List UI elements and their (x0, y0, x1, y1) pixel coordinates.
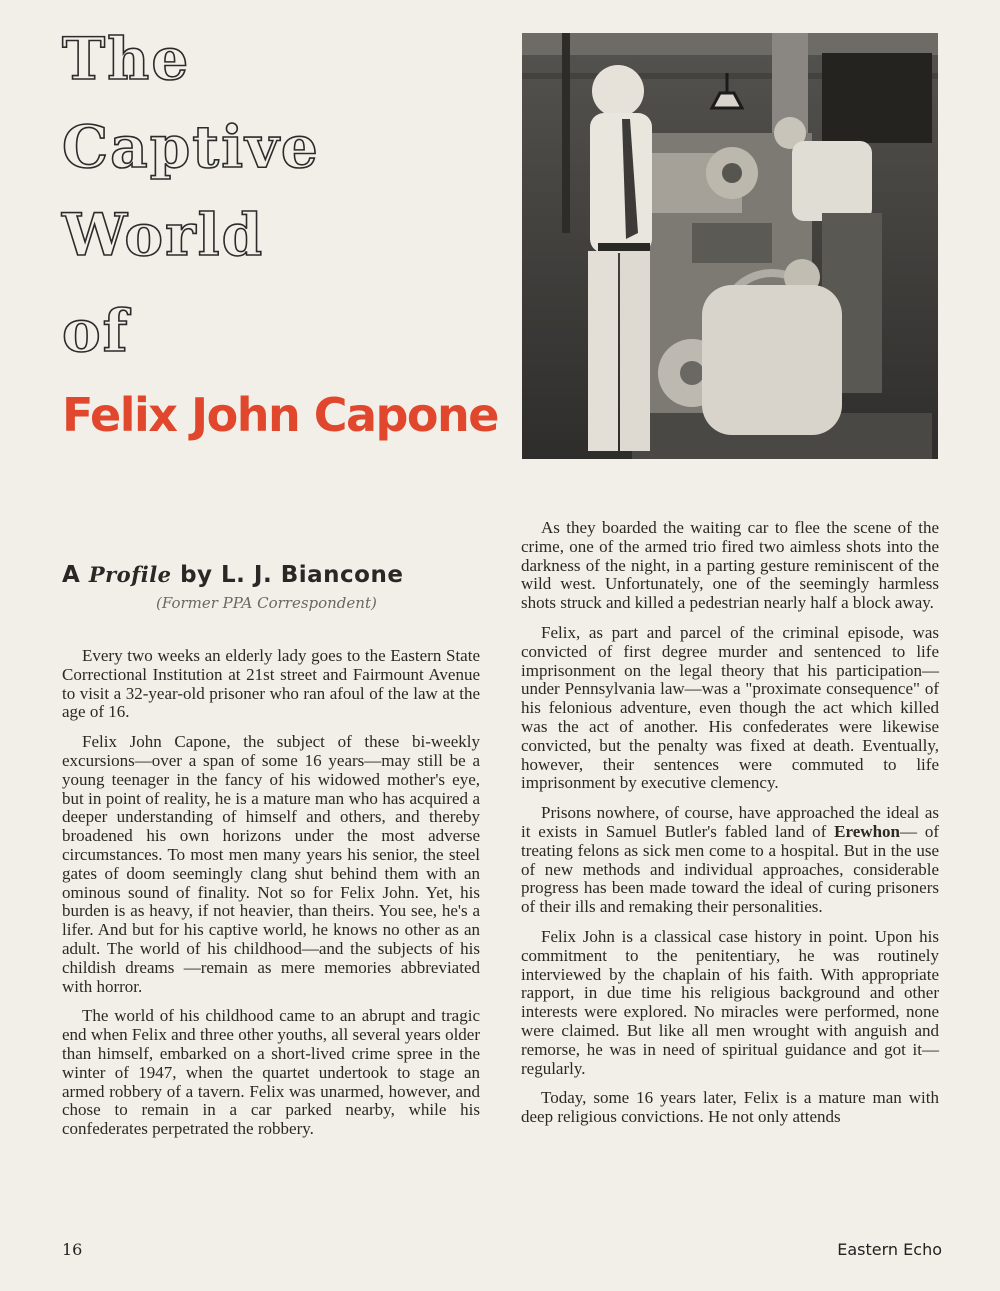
paragraph: Today, some 16 years later, Felix is a mature man with deep religious convictions. He not only attends (521, 1088, 939, 1127)
paragraph: Felix John Capone, the subject of these bi-weekly excursions—over a span of some 16 years—may still be a young teenager in the fancy of his widowed mother's eye, but in point of reality, he is a mature man who has acquired a deeper understanding of himself and others, and thereby broadened his own horizons under the most adverse circumstances. To most men many years his senior, the steel gates of doom seemingly clang shut behind them with an ominous sound of finality. Not so for Felix John. Yet, his burden is as heavy, if not heavier, than theirs. You see, he's a lifer. And but for his captive world, he knows no other as an adult. The world of his childhood—and the subjects of his childish dreams —remain as mere memories abbreviated with horror. (62, 732, 480, 996)
erewhon-bold-term: Erewhon (834, 821, 900, 841)
article-photo (522, 33, 938, 459)
title-word-world: World (62, 201, 265, 269)
paragraph: As they boarded the waiting car to flee the scene of the crime, one of the armed trio fired two aimless shots into the darkness of the night, in a parting gesture reminiscent of the wild west. Unfortunately, one of the seemingly harmless shots struck and killed a pedestrian nearly half a block away. (521, 518, 939, 613)
byline-prefix: A (62, 562, 81, 588)
paragraph: Felix, as part and parcel of the criminal episode, was convicted of first degree murder and sentenced to life imprisonment on the legal theory that his participation—under Pennsylvania law—was a "proximate consequence" of his felonious adventure, even though the act which killed was the act of another. His confederates were likewise convicted, but the penalty was fixed at death. Eventually, however, their sentences were commuted to life imprisonment by executive clemency. (521, 622, 939, 793)
publication-name: Eastern Echo (837, 1240, 942, 1259)
paragraph: Every two weeks an elderly lady goes to the Eastern State Correctional Institution at 21st street and Fairmount Avenue to visit a 32-year-old prisoner who ran afoul of the law at the age of 16. (62, 646, 480, 722)
article-column-right (521, 519, 939, 1138)
paragraph-text: Prisons nowhere, of course, have approached the ideal as it exists in Samuel Butler's fabled land of (521, 803, 939, 841)
byline (62, 562, 403, 588)
author-affiliation: (Former PPA Correspondent) (156, 594, 377, 612)
title-word-of: of (62, 297, 130, 365)
paragraph-erewhon (521, 804, 939, 917)
byline-author: by L. J. Biancone (180, 562, 404, 588)
title-word-the: The (62, 25, 191, 93)
paragraph: Felix John is a classical case history in point. Upon his commitment to the penitentiary, he was routinely interviewed by the chaplain of his faith. With appropriate rapport, in due time his religious background and other interests were explored. No miracles were performed, none were claimed. But like all men wrought with anguish and remorse, he was in need of spiritual guidance and got it—regularly. (521, 926, 939, 1078)
paragraph-text: — of treating felons as sick men come to a hospital. But in the use of new methods and individual approaches, considerable progress has been made toward the ideal of curing prisoners of their ills and remaking their personalities. (521, 821, 939, 917)
page-number: 16 (62, 1240, 83, 1259)
byline-script-word: Profile (88, 562, 172, 587)
factory-photo-illustration (522, 33, 938, 459)
title-word-captive: Captive (62, 113, 320, 181)
paragraph: The world of his childhood came to an abrupt and tragic end when Felix and three other youths, all several years older than himself, embarked on a short-lived crime spree in the winter of 1947, when the quartet undertook to stage an armed robbery of a tavern. Felix was unarmed, however, and chose to remain in a car parked nearby, while his confederates perpetrated the robbery. (62, 1006, 480, 1139)
article-column-left (62, 647, 480, 1150)
article-subject-title: Felix John Capone (62, 388, 498, 442)
